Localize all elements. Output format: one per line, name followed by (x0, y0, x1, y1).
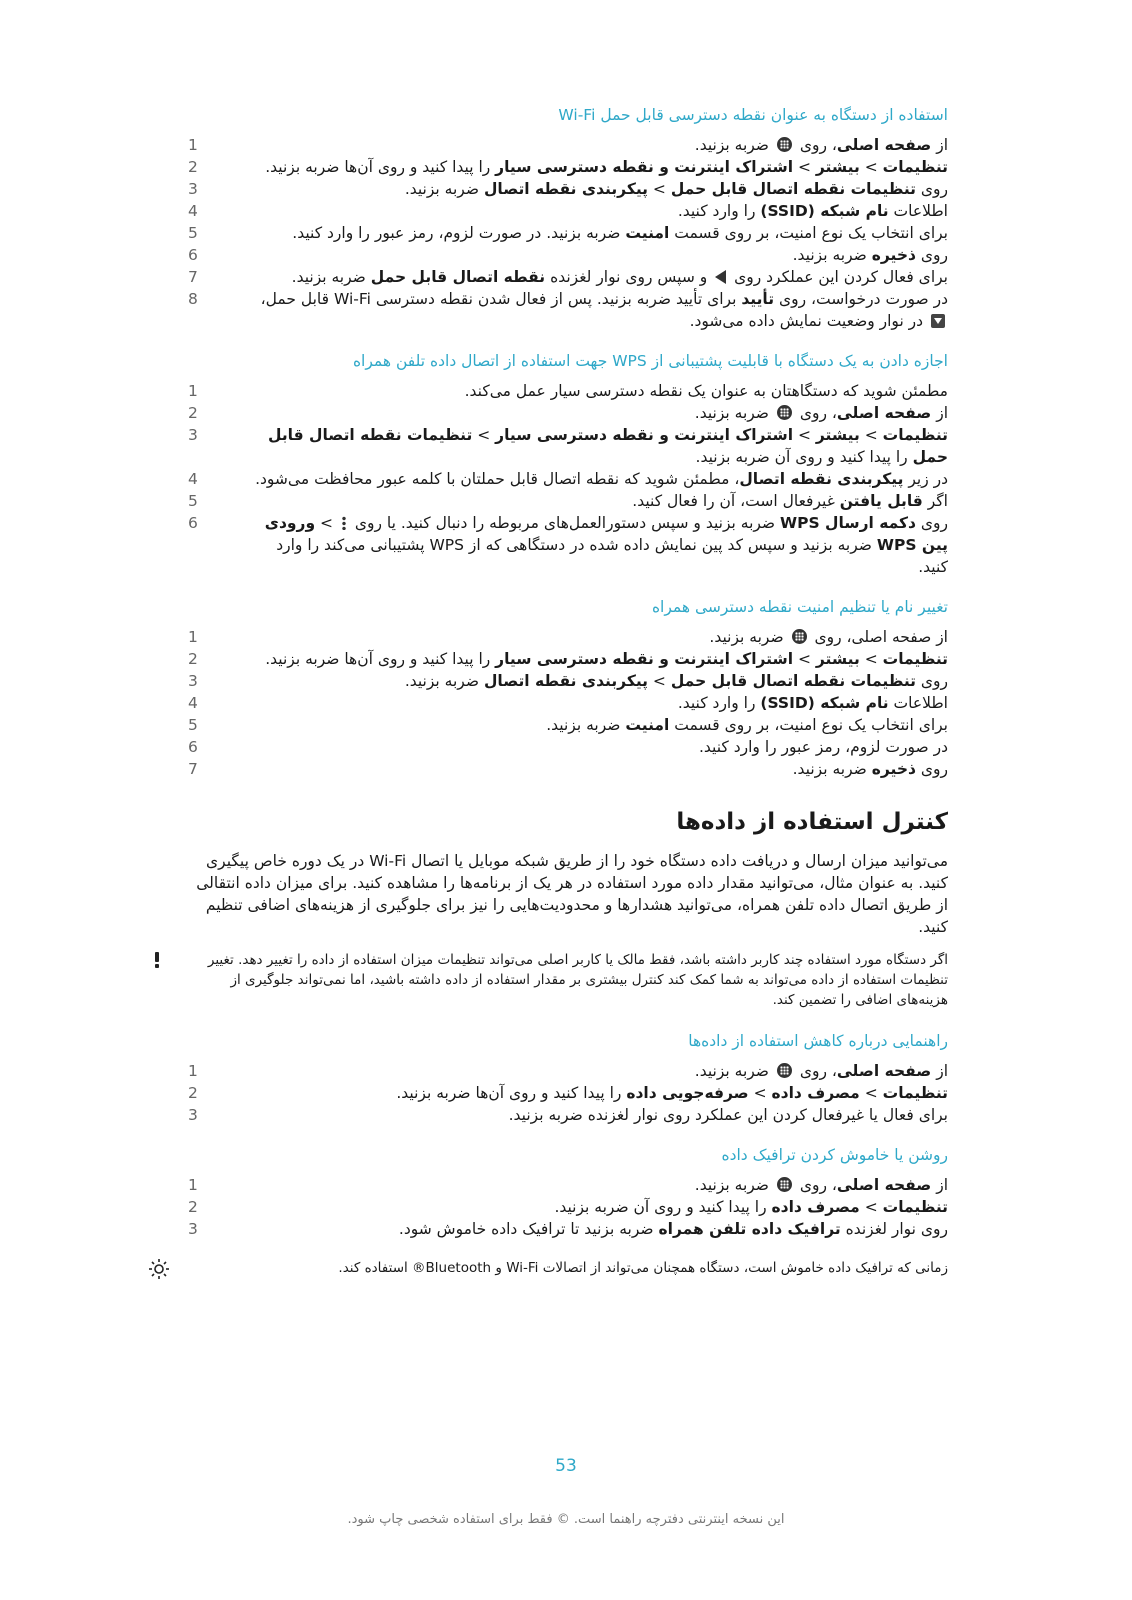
apps-grid-icon (777, 405, 792, 420)
step-fragment: ضربه بزنید. (546, 716, 626, 734)
ui-term: نام شبکه (SSID) (760, 202, 889, 220)
ui-term: تنظیمات (882, 158, 948, 176)
step-fragment: ضربه بزنید. در صورت لزوم، رمز عبور را وارد کنید. (292, 224, 626, 242)
step-fragment: > (793, 158, 816, 176)
step-list (188, 380, 948, 578)
step-fragment: ضربه بزنید. (694, 136, 774, 154)
step-fragment: > (748, 1084, 772, 1102)
step-number: 7 (188, 760, 198, 778)
step-fragment: را پیدا کنید و روی آن ضربه بزنید. (695, 448, 913, 466)
ui-term: تنظیمات نقطه اتصال قابل حمل (670, 672, 916, 690)
step-fragment: > (859, 1084, 883, 1102)
ui-term: مصرف داده (771, 1084, 860, 1102)
step-number: 3 (188, 1106, 198, 1124)
step-fragment: ضربه بزنید. (792, 760, 872, 778)
section-heading: استفاده از دستگاه به عنوان نقطه دسترسی قابل حمل Wi-Fi (558, 106, 948, 124)
step-fragment: مطمئن شوید که دستگاهتان به عنوان یک نقطه دسترسی سیار عمل می‌کند. (464, 382, 948, 400)
ui-term: دکمه ارسال WPS (780, 514, 916, 532)
step-item (188, 1218, 948, 1240)
step-number: 5 (188, 224, 198, 242)
step-text (242, 1218, 948, 1240)
step-list (188, 1174, 948, 1240)
step-fragment: ضربه بزنید. (694, 404, 774, 422)
step-number: 2 (188, 1084, 198, 1102)
step-fragment: از صفحه اصلی، روی (809, 628, 948, 646)
step-text (242, 468, 948, 490)
step-fragment: روی نوار لغزنده (840, 1220, 948, 1238)
step-fragment: برای تأیید ضربه بزنید. پس از فعال شدن نقطه دسترسی Wi-Fi قابل حمل، (260, 290, 742, 308)
step-fragment: > (859, 1198, 883, 1216)
instruction-section (188, 1144, 948, 1240)
step-text (242, 714, 948, 736)
ui-term: صفحه اصلی (836, 404, 932, 422)
note-text: اگر دستگاه مورد استفاده چند کاربر داشته باشد، فقط مالک یا کاربر اصلی می‌تواند تنظیمات میزان استفاده از داده را تغییر دهد. تغییر تنظیمات استفاده از داده می‌تواند به شما کمک کند کنترل بیشتری بر مقدار استفاده از داده داشته باشید، اما نمی‌تواند جلوگیری از هزینه‌های اضافی را تضمین کند. (207, 952, 948, 1008)
step-item (188, 670, 948, 692)
step-text (242, 424, 948, 468)
step-list (188, 626, 948, 780)
step-text (242, 134, 948, 156)
step-number: 8 (188, 290, 198, 308)
step-fragment: > (472, 426, 496, 444)
step-list (188, 134, 948, 332)
step-fragment: از (931, 136, 948, 154)
more-options-icon (342, 516, 346, 530)
step-fragment: ضربه بزنید و سپس کد پین نمایش داده شده در دستگاهی که از WPS پشتیبانی می‌کند را وارد کنید. (276, 536, 948, 576)
step-fragment: ضربه بزنید. (694, 1176, 774, 1194)
step-fragment: را پیدا کنید و روی آن ضربه بزنید. (554, 1198, 772, 1216)
ui-term: صرفه‌جویی داده (626, 1084, 749, 1102)
step-fragment: روی (915, 180, 948, 198)
step-number: 5 (188, 492, 198, 510)
step-number: 4 (188, 694, 198, 712)
lightbulb-icon (148, 1258, 170, 1280)
step-item (188, 266, 948, 288)
step-item (188, 648, 948, 670)
step-fragment: > (859, 426, 883, 444)
step-fragment: روی (915, 514, 948, 532)
ui-term: بیشتر (815, 158, 860, 176)
ui-term: بیشتر (815, 650, 860, 668)
step-text (242, 402, 948, 424)
step-text (242, 288, 948, 332)
ui-term: بیشتر (815, 426, 860, 444)
step-item (188, 490, 948, 512)
step-fragment: ضربه بزنید تا ترافیک داده خاموش شود. (398, 1220, 659, 1238)
step-item (188, 512, 948, 578)
step-fragment: > (648, 672, 671, 690)
step-number: 6 (188, 514, 198, 532)
ui-term: پیکربندی نقطه اتصال (483, 672, 648, 690)
step-item (188, 714, 948, 736)
step-fragment: را پیدا کنید و روی آن‌ها ضربه بزنید. (265, 158, 496, 176)
step-item (188, 1060, 948, 1082)
step-fragment: در صورت لزوم، رمز عبور را وارد کنید. (698, 738, 948, 756)
step-number: 6 (188, 246, 198, 264)
ui-term: ذخیره (871, 760, 916, 778)
step-text (242, 1060, 948, 1082)
back-arrow-icon (715, 270, 726, 284)
step-text (242, 1082, 948, 1104)
step-number: 4 (188, 470, 198, 488)
step-fragment: غیرفعال است، آن را فعال کنید. (632, 492, 840, 510)
ui-term: امنیت (625, 716, 670, 734)
step-text (242, 736, 948, 758)
step-fragment: > (315, 514, 338, 532)
ui-term: صفحه اصلی (836, 1062, 932, 1080)
step-text (242, 490, 948, 512)
step-item (188, 1082, 948, 1104)
ui-term: قابل یافتن (839, 492, 923, 510)
step-fragment: را پیدا کنید و روی آن‌ها ضربه بزنید. (396, 1084, 627, 1102)
step-fragment: > (859, 158, 883, 176)
step-number: 4 (188, 202, 198, 220)
step-text (242, 1104, 948, 1126)
step-text (242, 670, 948, 692)
step-fragment: ، روی (794, 1062, 837, 1080)
step-fragment: ضربه بزنید. (709, 628, 789, 646)
step-number: 2 (188, 650, 198, 668)
step-fragment: از (931, 404, 948, 422)
step-item (188, 424, 948, 468)
step-fragment: ضربه بزنید. (404, 180, 484, 198)
step-item (188, 736, 948, 758)
ui-term: اشتراک اینترنت و نقطه دسترسی سیار (495, 158, 794, 176)
step-fragment: را وارد کنید. (677, 202, 761, 220)
ui-term: نام شبکه (SSID) (760, 694, 889, 712)
page-number: 53 (555, 1456, 577, 1476)
step-item (188, 1174, 948, 1196)
step-fragment: را پیدا کنید و روی آن‌ها ضربه بزنید. (265, 650, 496, 668)
step-fragment: برای فعال یا غیرفعال کردن این عملکرد روی نوار لغزنده ضربه بزنید. (508, 1106, 948, 1124)
step-text (242, 266, 948, 288)
ui-term: ذخیره (871, 246, 916, 264)
ui-term: تنظیمات نقطه اتصال قابل حمل (268, 426, 948, 466)
hotspot-status-icon (931, 314, 945, 328)
step-fragment: ، روی (794, 1176, 837, 1194)
step-fragment: ، روی (794, 404, 837, 422)
step-text (242, 222, 948, 244)
step-text (242, 156, 948, 178)
step-text (242, 178, 948, 200)
section-heading: تغییر نام یا تنظیم امنیت نقطه دسترسی همراه (651, 598, 948, 616)
step-fragment: روی (915, 246, 948, 264)
ui-term: اشتراک اینترنت و نقطه دسترسی سیار (495, 650, 794, 668)
step-fragment: ضربه بزنید. (792, 246, 872, 264)
ui-term: ترافیک داده تلفن همراه (658, 1220, 841, 1238)
step-number: 1 (188, 1176, 198, 1194)
step-number: 3 (188, 180, 198, 198)
step-item (188, 758, 948, 780)
step-number: 6 (188, 738, 198, 756)
step-fragment: اگر (922, 492, 948, 510)
ui-term: نقطه اتصال قابل حمل (370, 268, 546, 286)
step-number: 2 (188, 1198, 198, 1216)
step-number: 2 (188, 404, 198, 422)
step-text (242, 1196, 948, 1218)
step-item (188, 178, 948, 200)
sections-group-b (188, 1030, 948, 1240)
step-fragment: برای انتخاب یک نوع امنیت، بر روی قسمت (669, 224, 948, 242)
step-number: 2 (188, 158, 198, 176)
step-fragment: ضربه بزنید. (404, 672, 484, 690)
apps-grid-icon (777, 137, 792, 152)
step-text (242, 758, 948, 780)
step-item (188, 380, 948, 402)
step-item (188, 1196, 948, 1218)
step-item (188, 156, 948, 178)
intro-paragraph: می‌توانید میزان ارسال و دریافت داده دستگاه خود را از طریق شبکه موبایل یا اتصال Wi-Fi در یک دوره خاص پیگیری کنید. به عنوان مثال، می‌توانید مقدار داده مورد استفاده در هر یک از برنامه‌ها را مشاهده کنید. برای میزان داده انتقالی از طریق اتصال داده تلفن همراه، می‌توانید هشدارها و محدودیت‌هایی را نیز برای جلوگیری از هزینه‌های اضافی تنظیم کنید. (196, 852, 948, 936)
step-text (242, 380, 948, 402)
step-item (188, 288, 948, 332)
step-fragment: از (931, 1176, 948, 1194)
step-item (188, 468, 948, 490)
step-fragment: اطلاعات (888, 202, 948, 220)
step-fragment: در زیر (903, 470, 948, 488)
tip-text: زمانی که ترافیک داده خاموش است، دستگاه همچنان می‌تواند از اتصالات Wi-Fi و Bluetooth® استفاده کند. (338, 1260, 948, 1276)
step-text (242, 200, 948, 222)
step-fragment: از (931, 1062, 948, 1080)
ui-term: تنظیمات (882, 650, 948, 668)
step-fragment: > (793, 426, 816, 444)
ui-term: تأیید (741, 290, 775, 308)
step-item (188, 244, 948, 266)
page-content (188, 104, 948, 1298)
tip-box (188, 1258, 948, 1278)
apps-grid-icon (777, 1177, 792, 1192)
step-number: 5 (188, 716, 198, 734)
step-fragment: ضربه بزنید. (694, 1062, 774, 1080)
ui-term: تنظیمات (882, 1084, 948, 1102)
ui-term: مصرف داده (771, 1198, 860, 1216)
step-text (242, 692, 948, 714)
instruction-section (188, 350, 948, 578)
ui-term: اشتراک اینترنت و نقطه دسترسی سیار (495, 426, 794, 444)
step-fragment: ، مطمئن شوید که نقطه اتصال قابل حملتان با کلمه عبور محافظت می‌شود. (255, 470, 740, 488)
step-fragment: در نوار وضعیت نمایش داده می‌شود. (689, 312, 928, 330)
ui-term: صفحه اصلی (836, 1176, 932, 1194)
apps-grid-icon (777, 1063, 792, 1078)
step-item (188, 222, 948, 244)
step-item (188, 134, 948, 156)
step-number: 1 (188, 1062, 198, 1080)
step-fragment: و سپس روی نوار لغزنده (545, 268, 713, 286)
step-number: 1 (188, 136, 198, 154)
apps-grid-icon (792, 629, 807, 644)
step-fragment: > (648, 180, 671, 198)
instruction-section (188, 1030, 948, 1126)
step-fragment: در صورت درخواست، روی (774, 290, 948, 308)
step-item (188, 692, 948, 714)
step-text (242, 648, 948, 670)
step-number: 1 (188, 628, 198, 646)
step-fragment: ضربه بزنید و سپس دستورالعمل‌های مربوطه را دنبال کنید. یا روی (349, 514, 781, 532)
step-fragment: برای انتخاب یک نوع امنیت، بر روی قسمت (669, 716, 948, 734)
step-text (242, 244, 948, 266)
step-text (242, 512, 948, 578)
step-fragment: ، روی (794, 136, 837, 154)
step-text (242, 1174, 948, 1196)
step-fragment: اطلاعات (888, 694, 948, 712)
step-fragment: روی (915, 672, 948, 690)
step-number: 3 (188, 1220, 198, 1238)
step-item (188, 1104, 948, 1126)
step-fragment: > (859, 650, 883, 668)
step-fragment: را وارد کنید. (677, 694, 761, 712)
step-fragment: روی (915, 760, 948, 778)
section-heading: روشن یا خاموش کردن ترافیک داده (721, 1146, 948, 1164)
ui-term: پیکربندی نقطه اتصال (739, 470, 904, 488)
page-footer: این نسخه اینترنتی دفترچه راهنما است. © فقط برای استفاده شخصی چاپ شود. (347, 1512, 785, 1527)
ui-term: امنیت (625, 224, 670, 242)
step-number: 7 (188, 268, 198, 286)
instruction-section (188, 596, 948, 780)
step-item (188, 626, 948, 648)
step-text (242, 626, 948, 648)
step-item (188, 402, 948, 424)
step-fragment: برای فعال کردن این عملکرد روی (729, 268, 948, 286)
step-number: 1 (188, 382, 198, 400)
ui-term: پیکربندی نقطه اتصال (483, 180, 648, 198)
page-title: کنترل استفاده از داده‌ها (676, 809, 948, 835)
exclamation-icon (148, 950, 166, 970)
note-box (188, 950, 948, 1010)
ui-term: ورودی پین WPS (264, 514, 948, 554)
ui-term: تنظیمات (882, 1198, 948, 1216)
instruction-section (188, 104, 948, 332)
step-item (188, 200, 948, 222)
ui-term: صفحه اصلی (836, 136, 932, 154)
ui-term: تنظیمات (882, 426, 948, 444)
section-heading: راهنمایی درباره کاهش استفاده از داده‌ها (688, 1032, 948, 1050)
step-list (188, 1060, 948, 1126)
section-heading: اجازه دادن به یک دستگاه با قابلیت پشتیبانی از WPS جهت استفاده از اتصال داده تلفن همراه (352, 352, 948, 370)
step-fragment: ضربه بزنید. (291, 268, 371, 286)
step-fragment: > (793, 650, 816, 668)
ui-term: تنظیمات نقطه اتصال قابل حمل (670, 180, 916, 198)
step-number: 3 (188, 672, 198, 690)
step-number: 3 (188, 426, 198, 444)
sections-group-a (188, 104, 948, 780)
